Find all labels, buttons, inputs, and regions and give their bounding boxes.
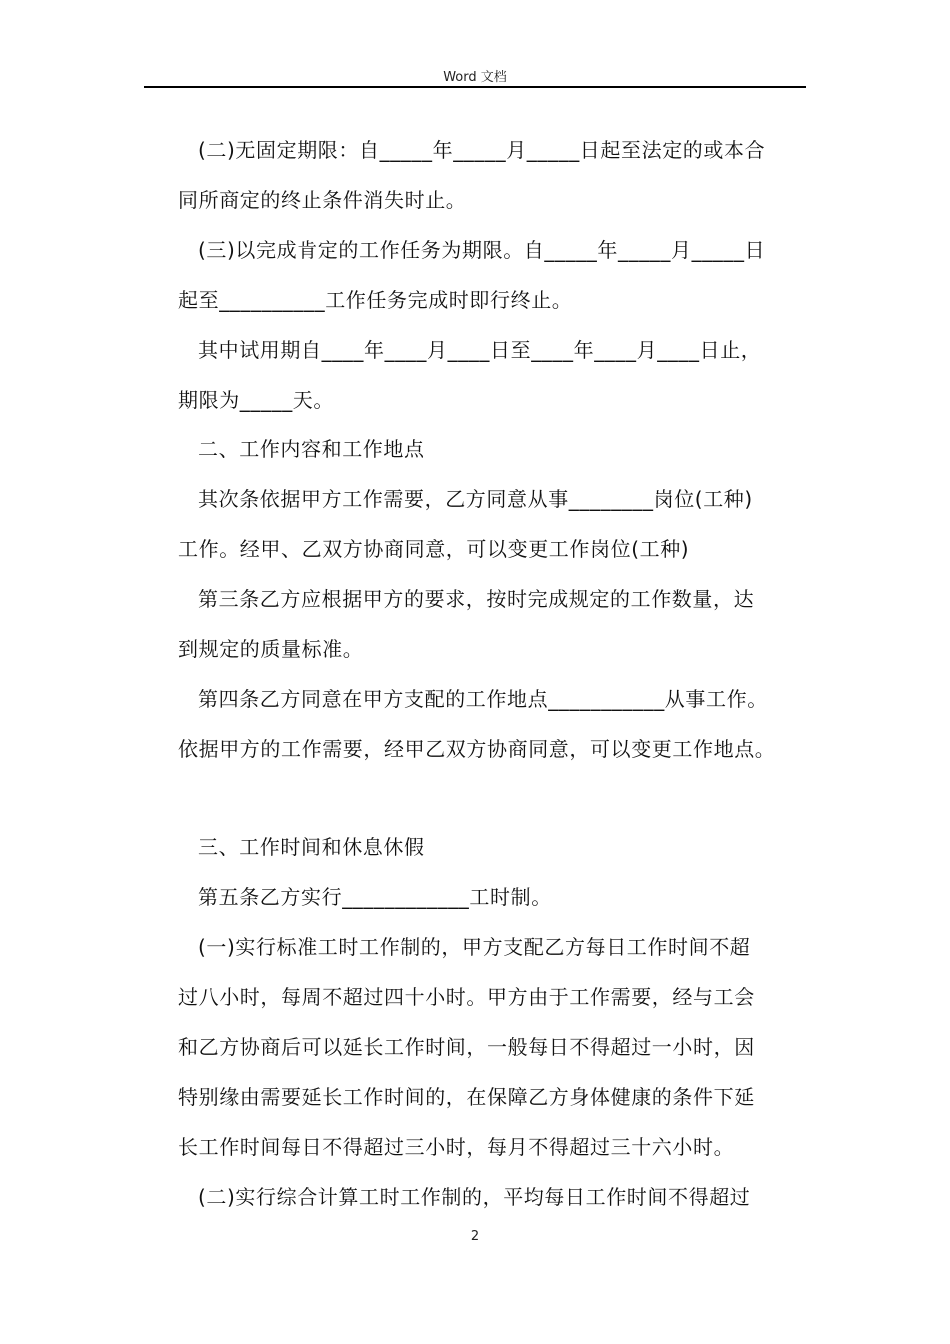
text-line: 第三条乙方应根据甲方的要求，按时完成规定的工作数量，达 <box>198 587 755 611</box>
text-line: 特别缘由需要延长工作时间的，在保障乙方身体健康的条件下延 <box>178 1085 755 1109</box>
text-line: 其中试用期自____年____月____日至____年____月____日止， <box>198 338 762 362</box>
text-line: 长工作时间每日不得超过三小时，每月不得超过三十六小时。 <box>178 1135 735 1159</box>
text-line: 依据甲方的工作需要，经甲乙双方协商同意，可以变更工作地点。 <box>178 737 776 761</box>
text-line: 同所商定的终止条件消失时止。 <box>178 188 467 212</box>
text-line: (一)实行标准工时工作制的，甲方支配乙方每日工作时间不超 <box>198 935 751 959</box>
page-header: Word 文档 <box>443 70 507 85</box>
text-line: 期限为_____天。 <box>178 388 334 412</box>
text-line: (三)以完成肯定的工作任务为期限。自_____年_____月_____日 <box>198 238 766 262</box>
section-heading: 二、工作内容和工作地点 <box>198 437 425 461</box>
text-line: 和乙方协商后可以延长工作时间，一般每日不得超过一小时，因 <box>178 1035 755 1059</box>
page-number: 2 <box>470 1229 480 1244</box>
text-line: (二)实行综合计算工时工作制的，平均每日工作时间不得超过 <box>198 1185 751 1209</box>
text-line: 起至__________工作任务完成时即行终止。 <box>178 288 573 312</box>
text-line: 第五条乙方实行____________工时制。 <box>198 885 552 909</box>
text-line: (二)无固定期限：自_____年_____月_____日起至法定的或本合 <box>198 138 766 162</box>
text-line: 到规定的质量标准。 <box>178 637 364 661</box>
text-line: 其次条依据甲方工作需要，乙方同意从事________岗位(工种) <box>198 487 753 511</box>
section-heading: 三、工作时间和休息休假 <box>198 835 425 859</box>
text-line: 工作。经甲、乙双方协商同意，可以变更工作岗位(工种) <box>178 537 690 561</box>
text-line: 过八小时，每周不超过四十小时。甲方由于工作需要，经与工会 <box>178 985 755 1009</box>
text-line: 第四条乙方同意在甲方支配的工作地点___________从事工作。 <box>198 687 768 711</box>
